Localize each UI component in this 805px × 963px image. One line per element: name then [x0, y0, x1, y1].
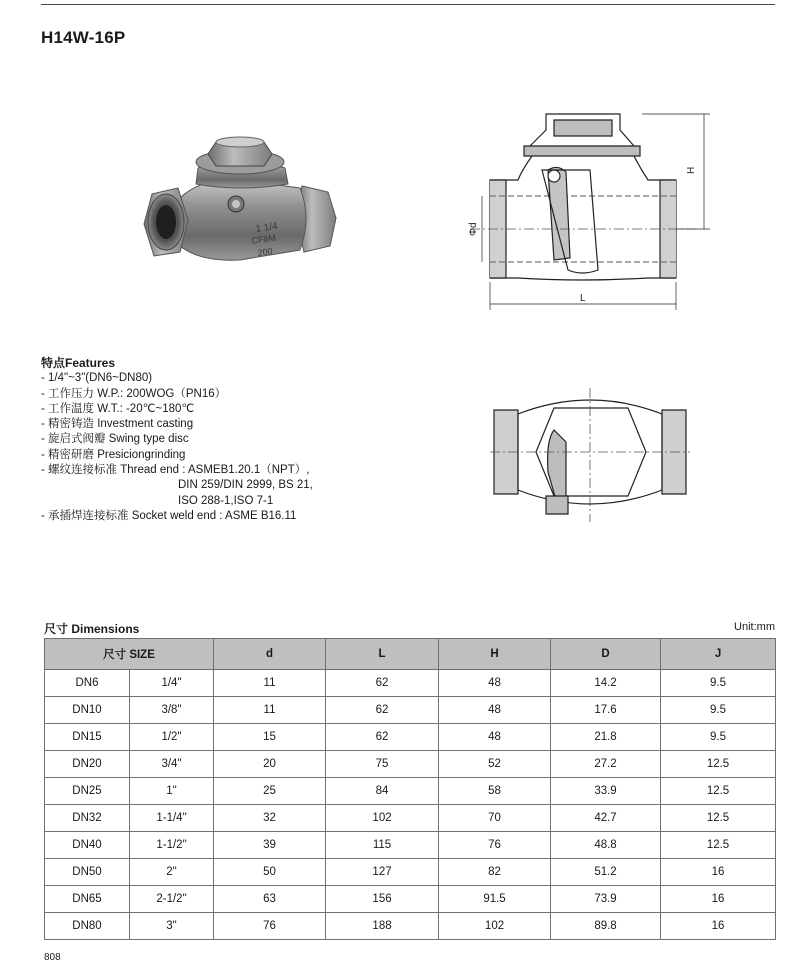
- table-cell: 48: [439, 724, 551, 751]
- table-cell: 156: [326, 886, 439, 913]
- marking-rating: CF8M: [250, 232, 277, 246]
- table-cell: 17.6: [551, 697, 661, 724]
- table-cell: 20: [214, 751, 326, 778]
- table-row: [45, 913, 776, 940]
- table-row: [45, 886, 776, 913]
- feature-item: - 精密铸造 Investment casting: [41, 418, 194, 431]
- table-cell: 102: [326, 805, 439, 832]
- table-cell: 62: [326, 697, 439, 724]
- table-cell: 12.5: [661, 832, 776, 859]
- table-cell: 2-1/2": [130, 886, 214, 913]
- table-cell: DN15: [45, 724, 130, 751]
- table-cell: 1/4": [130, 670, 214, 697]
- table-cell: DN6: [45, 670, 130, 697]
- section-drawing: [462, 100, 722, 320]
- table-cell: 21.8: [551, 724, 661, 751]
- table-cell: 82: [439, 859, 551, 886]
- table-cell: 27.2: [551, 751, 661, 778]
- table-cell: DN20: [45, 751, 130, 778]
- table-cell: 1": [130, 778, 214, 805]
- table-row: [45, 859, 776, 886]
- table-cell: 62: [326, 670, 439, 697]
- table-row: [45, 832, 776, 859]
- table-cell: 188: [326, 913, 439, 940]
- feature-item: - 工作温度 W.T.: -20℃~180℃: [41, 402, 195, 415]
- header-d-outer: D: [551, 639, 661, 670]
- table-cell: 14.2: [551, 670, 661, 697]
- label-l: L: [580, 293, 586, 304]
- table-cell: 127: [326, 859, 439, 886]
- table-cell: 52: [439, 751, 551, 778]
- marking-pn: 200: [256, 245, 274, 258]
- table-cell: 3/8": [130, 697, 214, 724]
- table-cell: DN40: [45, 832, 130, 859]
- table-cell: 76: [439, 832, 551, 859]
- model-title: H14W-16P: [41, 28, 126, 47]
- table-row: [45, 751, 776, 778]
- top-view-drawing: [490, 382, 690, 532]
- table-cell: 12.5: [661, 778, 776, 805]
- feature-item: - 承插焊连接标准 Socket weld end : ASME B16.11: [41, 509, 297, 522]
- table-cell: 2": [130, 859, 214, 886]
- table-cell: 50: [214, 859, 326, 886]
- table-cell: 25: [214, 778, 326, 805]
- table-row: [45, 724, 776, 751]
- unit-label: Unit:mm: [734, 621, 775, 633]
- table-cell: DN25: [45, 778, 130, 805]
- table-cell: DN65: [45, 886, 130, 913]
- table-cell: 1/2": [130, 724, 214, 751]
- table-cell: 16: [661, 913, 776, 940]
- features-list: [41, 356, 313, 524]
- table-cell: 73.9: [551, 886, 661, 913]
- table-cell: 89.8: [551, 913, 661, 940]
- label-d: Φd: [468, 222, 479, 236]
- table-cell: 1-1/4": [130, 805, 214, 832]
- header-size: 尺寸 SIZE: [45, 639, 214, 670]
- table-row: [45, 805, 776, 832]
- table-cell: 48.8: [551, 832, 661, 859]
- feature-item: - 1/4"~3"(DN6~DN80): [41, 372, 153, 385]
- table-cell: 16: [661, 859, 776, 886]
- table-cell: 39: [214, 832, 326, 859]
- feature-item-continuation: ISO 288-1,ISO 7-1: [178, 494, 274, 507]
- table-cell: 32: [214, 805, 326, 832]
- table-cell: 58: [439, 778, 551, 805]
- table-header-row: [45, 639, 776, 670]
- table-cell: DN50: [45, 859, 130, 886]
- table-cell: 115: [326, 832, 439, 859]
- table-cell: 48: [439, 697, 551, 724]
- header-d: d: [214, 639, 326, 670]
- top-rule: [41, 4, 775, 5]
- feature-item: - 螺纹连接标准 Thread end : ASMEB1.20.1（NPT）,: [41, 464, 310, 477]
- table-cell: 63: [214, 886, 326, 913]
- table-row: [45, 697, 776, 724]
- table-cell: DN10: [45, 697, 130, 724]
- table-cell: 75: [326, 751, 439, 778]
- header-l: L: [326, 639, 439, 670]
- table-cell: 3/4": [130, 751, 214, 778]
- table-cell: 84: [326, 778, 439, 805]
- feature-item: - 旋启式阀瓣 Swing type disc: [41, 433, 189, 446]
- table-cell: 9.5: [661, 670, 776, 697]
- valve-photo: [140, 128, 340, 293]
- table-row: [45, 778, 776, 805]
- table-cell: 48: [439, 670, 551, 697]
- table-cell: 16: [661, 886, 776, 913]
- table-cell: 12.5: [661, 751, 776, 778]
- header-h: H: [439, 639, 551, 670]
- table-cell: 70: [439, 805, 551, 832]
- feature-item-continuation: DIN 259/DIN 2999, BS 21,: [178, 479, 313, 492]
- table-cell: 42.7: [551, 805, 661, 832]
- table-cell: 11: [214, 697, 326, 724]
- table-cell: DN80: [45, 913, 130, 940]
- table-cell: 1-1/2": [130, 832, 214, 859]
- table-cell: 51.2: [551, 859, 661, 886]
- table-cell: 15: [214, 724, 326, 751]
- table-cell: 91.5: [439, 886, 551, 913]
- table-cell: 12.5: [661, 805, 776, 832]
- label-h: H: [686, 166, 697, 174]
- table-cell: 9.5: [661, 724, 776, 751]
- table-cell: 33.9: [551, 778, 661, 805]
- dimensions-title: 尺寸 Dimensions: [44, 622, 140, 636]
- table-cell: 76: [214, 913, 326, 940]
- features-title: 特点Features: [41, 356, 116, 370]
- table-cell: 9.5: [661, 697, 776, 724]
- table-cell: 3": [130, 913, 214, 940]
- table-cell: 102: [439, 913, 551, 940]
- marking-size: 1 1/4: [254, 220, 279, 235]
- table-cell: DN32: [45, 805, 130, 832]
- feature-item: - 工作压力 W.P.: 200WOG（PN16）: [41, 387, 227, 400]
- table-cell: 11: [214, 670, 326, 697]
- dimensions-table: [44, 638, 776, 940]
- feature-item: - 精密研磨 Presiciongrinding: [41, 448, 186, 461]
- table-row: [45, 670, 776, 697]
- page-number: 808: [44, 952, 61, 963]
- header-j: J: [661, 639, 776, 670]
- table-cell: 62: [326, 724, 439, 751]
